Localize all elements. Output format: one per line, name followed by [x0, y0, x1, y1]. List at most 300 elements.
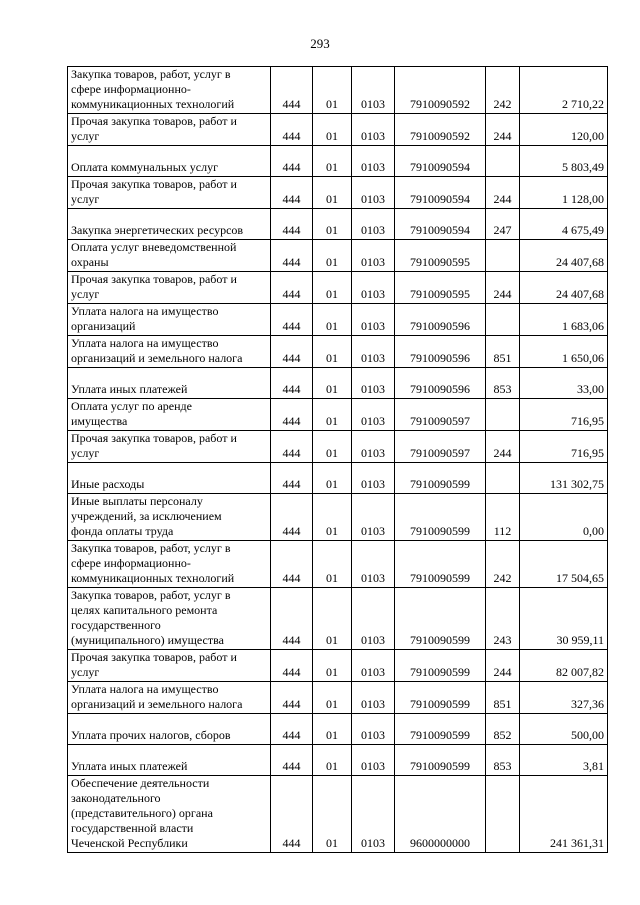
row-section-code-text: 01: [326, 477, 338, 491]
row-name-cell: [68, 588, 271, 650]
row-ministry-code: [271, 776, 313, 853]
table-row: [68, 463, 608, 494]
row-subsection-code: [352, 776, 395, 853]
table-row: [68, 541, 608, 588]
row-section-code-text: 01: [326, 382, 338, 396]
table-row: [68, 177, 608, 209]
table-row: [68, 67, 608, 114]
row-subsection-code: [352, 272, 395, 304]
row-expense-type-text: 244: [493, 665, 512, 679]
row-name-cell-text: Иные расходы: [71, 477, 145, 491]
row-target-article: [395, 494, 486, 541]
row-subsection-code-text: 0103: [361, 414, 385, 428]
row-amount-text: 4 675,49: [562, 223, 604, 237]
table-row: [68, 304, 608, 336]
row-name-cell: [68, 304, 271, 336]
row-ministry-code: [271, 177, 313, 209]
row-amount: [520, 240, 608, 272]
row-amount-text: 82 007,82: [556, 665, 604, 679]
row-expense-type: [486, 776, 520, 853]
row-name-cell-text: Уплата налога на имущество организаций и земельного налога: [71, 682, 243, 711]
row-target-article-text: 7910090596: [410, 382, 470, 396]
row-expense-type: [486, 304, 520, 336]
row-ministry-code-text: 444: [282, 97, 301, 111]
row-amount: [520, 272, 608, 304]
row-ministry-code: [271, 209, 313, 240]
row-ministry-code-text: 444: [282, 571, 301, 585]
row-amount-text: 2 710,22: [562, 97, 604, 111]
row-amount: [520, 431, 608, 463]
row-expense-type-text: 247: [493, 223, 512, 237]
row-target-article: [395, 714, 486, 745]
row-section-code: [313, 431, 352, 463]
row-name-cell: [68, 494, 271, 541]
row-amount: [520, 776, 608, 853]
row-subsection-code: [352, 399, 395, 431]
row-section-code: [313, 650, 352, 682]
row-ministry-code: [271, 745, 313, 776]
row-amount: [520, 714, 608, 745]
row-ministry-code-text: 444: [282, 697, 301, 711]
row-subsection-code: [352, 745, 395, 776]
row-ministry-code-text: 444: [282, 477, 301, 491]
row-target-article: [395, 399, 486, 431]
row-expense-type: [486, 177, 520, 209]
row-name-cell: [68, 463, 271, 494]
row-section-code: [313, 463, 352, 494]
row-subsection-code-text: 0103: [361, 287, 385, 301]
budget-table-body: [68, 67, 608, 853]
row-amount: [520, 177, 608, 209]
row-section-code-text: 01: [326, 446, 338, 460]
row-ministry-code: [271, 714, 313, 745]
row-expense-type: [486, 650, 520, 682]
row-expense-type: [486, 714, 520, 745]
row-section-code-text: 01: [326, 728, 338, 742]
row-section-code: [313, 240, 352, 272]
row-amount: [520, 682, 608, 714]
row-amount: [520, 745, 608, 776]
row-expense-type-text: 242: [493, 97, 512, 111]
row-subsection-code: [352, 240, 395, 272]
row-name-cell: [68, 650, 271, 682]
row-target-article: [395, 588, 486, 650]
row-target-article-text: 7910090595: [410, 287, 470, 301]
row-expense-type-text: 851: [493, 351, 512, 365]
row-name-cell-text: Закупка энергетических ресурсов: [71, 223, 244, 237]
row-ministry-code-text: 444: [282, 414, 301, 428]
row-subsection-code-text: 0103: [361, 524, 385, 538]
row-amount-text: 1 650,06: [562, 351, 604, 365]
row-name-cell-text: Оплата услуг вневедомственной охраны: [71, 240, 237, 269]
row-ministry-code-text: 444: [282, 446, 301, 460]
row-section-code: [313, 177, 352, 209]
row-subsection-code: [352, 336, 395, 368]
row-subsection-code-text: 0103: [361, 129, 385, 143]
row-ministry-code-text: 444: [282, 633, 301, 647]
table-row: [68, 209, 608, 240]
row-section-code-text: 01: [326, 160, 338, 174]
row-ministry-code: [271, 588, 313, 650]
row-section-code-text: 01: [326, 223, 338, 237]
row-amount: [520, 399, 608, 431]
row-section-code-text: 01: [326, 192, 338, 206]
row-amount-text: 716,95: [571, 414, 604, 428]
row-section-code-text: 01: [326, 759, 338, 773]
row-name-cell-text: Оплата коммунальных услуг: [71, 160, 219, 174]
row-ministry-code: [271, 114, 313, 146]
row-target-article-text: 7910090597: [410, 414, 470, 428]
row-ministry-code-text: 444: [282, 129, 301, 143]
budget-table: [67, 66, 608, 853]
row-amount: [520, 336, 608, 368]
row-section-code-text: 01: [326, 287, 338, 301]
table-row: [68, 682, 608, 714]
row-ministry-code: [271, 304, 313, 336]
row-target-article-text: 7910090599: [410, 633, 470, 647]
row-target-article: [395, 541, 486, 588]
row-ministry-code-text: 444: [282, 665, 301, 679]
row-subsection-code: [352, 588, 395, 650]
row-amount: [520, 304, 608, 336]
table-row: [68, 146, 608, 177]
table-row: [68, 399, 608, 431]
row-subsection-code-text: 0103: [361, 160, 385, 174]
row-ministry-code-text: 444: [282, 287, 301, 301]
row-section-code-text: 01: [326, 319, 338, 333]
row-name-cell-text: Иные выплаты персоналу учреждений, за исключением фонда оплаты труда: [71, 494, 222, 538]
row-name-cell: [68, 745, 271, 776]
row-subsection-code-text: 0103: [361, 728, 385, 742]
row-ministry-code-text: 444: [282, 319, 301, 333]
row-name-cell-text: Обеспечение деятельности законодательного (представительного) органа государственной власти Чеченской Республики: [71, 776, 213, 850]
row-section-code: [313, 304, 352, 336]
row-subsection-code: [352, 431, 395, 463]
row-expense-type: [486, 368, 520, 399]
table-row: [68, 588, 608, 650]
row-expense-type: [486, 588, 520, 650]
row-amount-text: 1 683,06: [562, 319, 604, 333]
row-ministry-code: [271, 541, 313, 588]
row-name-cell-text: Уплата иных платежей: [71, 382, 188, 396]
row-amount-text: 241 361,31: [550, 836, 604, 850]
row-expense-type: [486, 431, 520, 463]
row-subsection-code-text: 0103: [361, 446, 385, 460]
row-ministry-code-text: 444: [282, 759, 301, 773]
row-ministry-code: [271, 336, 313, 368]
row-amount-text: 120,00: [571, 129, 604, 143]
row-section-code-text: 01: [326, 351, 338, 365]
row-name-cell-text: Прочая закупка товаров, работ и услуг: [71, 114, 237, 143]
row-amount: [520, 588, 608, 650]
table-row: [68, 650, 608, 682]
row-amount-text: 24 407,68: [556, 255, 604, 269]
row-ministry-code: [271, 399, 313, 431]
row-target-article-text: 7910090592: [410, 129, 470, 143]
row-name-cell: [68, 240, 271, 272]
row-name-cell-text: Уплата иных платежей: [71, 759, 188, 773]
row-subsection-code: [352, 463, 395, 494]
row-amount: [520, 494, 608, 541]
row-name-cell: [68, 114, 271, 146]
row-section-code-text: 01: [326, 697, 338, 711]
row-name-cell: [68, 67, 271, 114]
table-row: [68, 240, 608, 272]
row-subsection-code-text: 0103: [361, 633, 385, 647]
row-target-article-text: 7910090599: [410, 524, 470, 538]
row-name-cell-text: Закупка товаров, работ, услуг в сфере информационно- коммуникационных технологий: [71, 67, 235, 111]
row-expense-type: [486, 745, 520, 776]
table-row: [68, 776, 608, 853]
row-section-code: [313, 368, 352, 399]
row-amount: [520, 541, 608, 588]
row-expense-type: [486, 114, 520, 146]
row-amount: [520, 146, 608, 177]
row-name-cell-text: Закупка товаров, работ, услуг в сфере информационно- коммуникационных технологий: [71, 541, 235, 585]
row-amount: [520, 209, 608, 240]
row-amount-text: 716,95: [571, 446, 604, 460]
row-expense-type-text: 243: [493, 633, 512, 647]
row-ministry-code-text: 444: [282, 255, 301, 269]
row-section-code: [313, 541, 352, 588]
table-row: [68, 114, 608, 146]
row-name-cell: [68, 399, 271, 431]
row-target-article-text: 7910090599: [410, 728, 470, 742]
row-section-code: [313, 682, 352, 714]
row-name-cell-text: Оплата услуг по аренде имущества: [71, 399, 192, 428]
row-amount-text: 1 128,00: [562, 192, 604, 206]
row-target-article-text: 7910090594: [410, 223, 470, 237]
row-target-article: [395, 463, 486, 494]
row-section-code: [313, 399, 352, 431]
row-subsection-code-text: 0103: [361, 223, 385, 237]
row-ministry-code-text: 444: [282, 351, 301, 365]
row-section-code: [313, 745, 352, 776]
row-name-cell-text: Уплата налога на имущество организаций и земельного налога: [71, 336, 243, 365]
row-name-cell-text: Прочая закупка товаров, работ и услуг: [71, 431, 237, 460]
row-target-article: [395, 146, 486, 177]
row-section-code: [313, 67, 352, 114]
row-amount: [520, 67, 608, 114]
row-section-code-text: 01: [326, 255, 338, 269]
row-expense-type-text: 244: [493, 446, 512, 460]
row-amount-text: 33,00: [577, 382, 604, 396]
row-expense-type: [486, 209, 520, 240]
row-target-article-text: 7910090594: [410, 160, 470, 174]
table-row: [68, 714, 608, 745]
row-ministry-code: [271, 494, 313, 541]
row-expense-type-text: 853: [493, 382, 512, 396]
row-target-article-text: 9600000000: [410, 836, 470, 850]
row-subsection-code-text: 0103: [361, 571, 385, 585]
row-amount-text: 30 959,11: [556, 633, 604, 647]
row-amount-text: 0,00: [583, 524, 604, 538]
row-subsection-code-text: 0103: [361, 665, 385, 679]
row-target-article-text: 7910090599: [410, 665, 470, 679]
row-ministry-code: [271, 146, 313, 177]
row-target-article-text: 7910090599: [410, 697, 470, 711]
row-name-cell: [68, 272, 271, 304]
row-section-code-text: 01: [326, 633, 338, 647]
row-ministry-code-text: 444: [282, 192, 301, 206]
row-expense-type: [486, 463, 520, 494]
row-section-code: [313, 776, 352, 853]
row-expense-type: [486, 399, 520, 431]
row-target-article-text: 7910090596: [410, 351, 470, 365]
row-section-code-text: 01: [326, 665, 338, 679]
row-target-article-text: 7910090596: [410, 319, 470, 333]
row-expense-type-text: 244: [493, 192, 512, 206]
row-ministry-code-text: 444: [282, 728, 301, 742]
row-amount: [520, 463, 608, 494]
row-ministry-code-text: 444: [282, 223, 301, 237]
row-subsection-code: [352, 304, 395, 336]
row-name-cell-text: Уплата прочих налогов, сборов: [71, 728, 231, 742]
row-name-cell-text: Прочая закупка товаров, работ и услуг: [71, 177, 237, 206]
row-subsection-code-text: 0103: [361, 255, 385, 269]
row-target-article-text: 7910090597: [410, 446, 470, 460]
row-section-code-text: 01: [326, 97, 338, 111]
row-subsection-code: [352, 494, 395, 541]
row-expense-type-text: 244: [493, 129, 512, 143]
row-target-article: [395, 114, 486, 146]
row-name-cell-text: Закупка товаров, работ, услуг в целях капитального ремонта государственного (муниципального) имущества: [71, 588, 231, 647]
row-subsection-code-text: 0103: [361, 477, 385, 491]
row-expense-type-text: 244: [493, 287, 512, 301]
row-target-article-text: 7910090599: [410, 571, 470, 585]
row-amount-text: 327,36: [571, 697, 604, 711]
row-amount-text: 5 803,49: [562, 160, 604, 174]
row-name-cell: [68, 177, 271, 209]
row-target-article-text: 7910090595: [410, 255, 470, 269]
row-subsection-code-text: 0103: [361, 97, 385, 111]
row-name-cell: [68, 431, 271, 463]
row-ministry-code: [271, 650, 313, 682]
row-ministry-code: [271, 368, 313, 399]
row-ministry-code: [271, 67, 313, 114]
row-subsection-code: [352, 209, 395, 240]
table-row: [68, 494, 608, 541]
row-subsection-code-text: 0103: [361, 759, 385, 773]
row-subsection-code: [352, 650, 395, 682]
row-section-code: [313, 209, 352, 240]
row-subsection-code-text: 0103: [361, 382, 385, 396]
row-subsection-code: [352, 682, 395, 714]
row-target-article: [395, 650, 486, 682]
row-section-code: [313, 114, 352, 146]
row-section-code-text: 01: [326, 129, 338, 143]
row-name-cell: [68, 714, 271, 745]
row-subsection-code: [352, 541, 395, 588]
row-section-code-text: 01: [326, 571, 338, 585]
row-name-cell-text: Прочая закупка товаров, работ и услуг: [71, 272, 237, 301]
row-target-article-text: 7910090592: [410, 97, 470, 111]
row-section-code: [313, 336, 352, 368]
row-target-article: [395, 209, 486, 240]
row-section-code: [313, 588, 352, 650]
row-target-article-text: 7910090599: [410, 477, 470, 491]
row-section-code: [313, 146, 352, 177]
row-target-article: [395, 272, 486, 304]
row-target-article: [395, 304, 486, 336]
row-name-cell: [68, 336, 271, 368]
row-name-cell: [68, 776, 271, 853]
row-subsection-code: [352, 114, 395, 146]
row-expense-type: [486, 272, 520, 304]
row-amount-text: 24 407,68: [556, 287, 604, 301]
row-expense-type-text: 242: [493, 571, 512, 585]
row-target-article: [395, 67, 486, 114]
row-ministry-code-text: 444: [282, 382, 301, 396]
row-subsection-code: [352, 146, 395, 177]
row-ministry-code-text: 444: [282, 524, 301, 538]
row-target-article-text: 7910090599: [410, 759, 470, 773]
row-subsection-code-text: 0103: [361, 351, 385, 365]
row-expense-type: [486, 494, 520, 541]
row-target-article: [395, 240, 486, 272]
row-expense-type: [486, 146, 520, 177]
row-ministry-code: [271, 682, 313, 714]
row-section-code-text: 01: [326, 836, 338, 850]
row-amount-text: 17 504,65: [556, 571, 604, 585]
row-expense-type-text: 853: [493, 759, 512, 773]
row-subsection-code-text: 0103: [361, 192, 385, 206]
row-section-code: [313, 494, 352, 541]
row-name-cell: [68, 209, 271, 240]
row-subsection-code-text: 0103: [361, 697, 385, 711]
row-expense-type: [486, 240, 520, 272]
row-expense-type: [486, 541, 520, 588]
row-target-article: [395, 431, 486, 463]
row-expense-type-text: 851: [493, 697, 512, 711]
row-ministry-code: [271, 272, 313, 304]
row-target-article: [395, 177, 486, 209]
row-amount: [520, 368, 608, 399]
row-name-cell: [68, 368, 271, 399]
row-target-article: [395, 682, 486, 714]
row-target-article-text: 7910090594: [410, 192, 470, 206]
row-target-article: [395, 368, 486, 399]
row-subsection-code-text: 0103: [361, 836, 385, 850]
table-row: [68, 336, 608, 368]
row-section-code: [313, 272, 352, 304]
row-amount-text: 500,00: [571, 728, 604, 742]
row-section-code: [313, 714, 352, 745]
row-ministry-code: [271, 240, 313, 272]
row-name-cell: [68, 682, 271, 714]
row-target-article: [395, 745, 486, 776]
row-expense-type-text: 112: [493, 524, 512, 538]
row-section-code-text: 01: [326, 414, 338, 428]
row-name-cell: [68, 146, 271, 177]
page-number: 293: [310, 36, 330, 51]
row-amount-text: 131 302,75: [550, 477, 604, 491]
table-row: [68, 745, 608, 776]
table-row: [68, 368, 608, 399]
row-subsection-code: [352, 714, 395, 745]
row-expense-type-text: 852: [493, 728, 512, 742]
row-name-cell-text: Прочая закупка товаров, работ и услуг: [71, 650, 237, 679]
row-ministry-code-text: 444: [282, 836, 301, 850]
table-row: [68, 272, 608, 304]
row-amount-text: 3,81: [583, 759, 604, 773]
row-name-cell-text: Уплата налога на имущество организаций: [71, 304, 219, 333]
row-target-article: [395, 776, 486, 853]
row-name-cell: [68, 541, 271, 588]
row-subsection-code: [352, 177, 395, 209]
row-ministry-code: [271, 463, 313, 494]
row-expense-type: [486, 67, 520, 114]
